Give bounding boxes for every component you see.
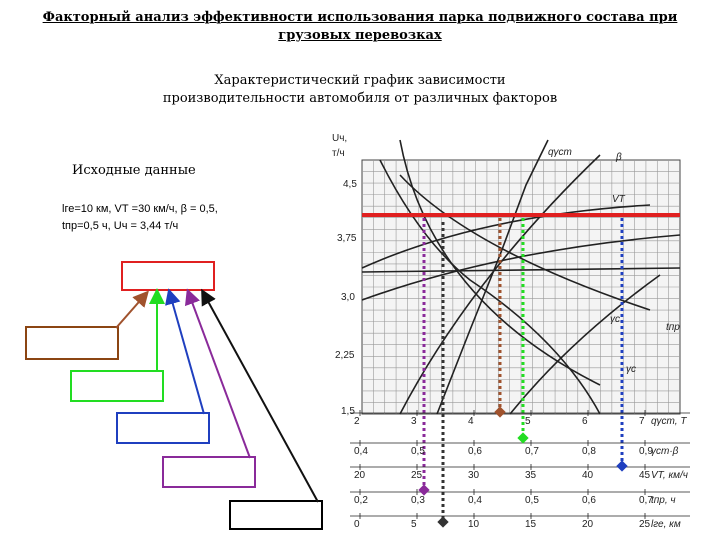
y-axis-label-line1: Uч, — [332, 133, 348, 144]
axis-tick-label: 15 — [525, 519, 537, 530]
arrow-idle-time — [189, 294, 250, 458]
curve-label: γс — [626, 364, 636, 375]
y-tick: 3,75 — [337, 233, 357, 244]
axis-tick-label: 0,6 — [468, 446, 482, 457]
axis-tick-label: 20 — [354, 470, 366, 481]
axis-tick-label: 40 — [582, 470, 594, 481]
arrow-speed — [170, 294, 204, 414]
axis-tick-label: 3 — [411, 416, 417, 427]
curve-label: γс — [610, 314, 620, 325]
arrow-capacity — [204, 294, 318, 502]
dot-blue — [616, 460, 627, 471]
axis-tick-label: 30 — [468, 470, 480, 481]
axis-tick-label: 0,7 — [639, 495, 653, 506]
axis-tick-label: 5 — [411, 519, 417, 530]
dot-purple — [418, 484, 429, 495]
axis-tick-label: 0,6 — [582, 495, 596, 506]
params-line2: tпр=0,5 ч, Uч = 3,44 т/ч — [62, 220, 179, 232]
axis-tick-label: 7 — [639, 416, 645, 427]
axis-tick-label: 0,5 — [411, 446, 425, 457]
axis-label: VТ, км/ч — [651, 470, 688, 481]
y-tick: 1,5 — [341, 406, 355, 417]
axis-tick-label: 0,2 — [354, 495, 368, 506]
axis-tick-label: 0,9 — [639, 446, 653, 457]
axis-label: tпр, ч — [651, 495, 676, 506]
dot-black — [437, 516, 448, 527]
arrow-distance — [116, 295, 145, 328]
dot-green — [517, 432, 528, 443]
axis-tick-label: 0,4 — [468, 495, 482, 506]
axis-tick-label: 0 — [354, 519, 360, 530]
y-tick: 2,25 — [335, 350, 355, 361]
y-axis-label-line2: т/ч — [332, 148, 345, 159]
axis-tick-label: 0,4 — [354, 446, 368, 457]
axis-tick-label: 4 — [468, 416, 474, 427]
page-title-line2: грузовых перевозках — [278, 28, 442, 43]
axis-label: lге, км — [651, 519, 681, 530]
axis-tick-label: 25 — [411, 470, 423, 481]
axis-tick-label: 2 — [354, 416, 360, 427]
subtitle-line1: Характеристический график зависимости — [214, 73, 506, 88]
axis-label: qγст, Т — [651, 416, 687, 427]
axis-label: γст·β — [651, 446, 679, 457]
axis-tick-label: 0,8 — [582, 446, 596, 457]
axis-tick-label: 20 — [582, 519, 594, 530]
axis-tick-label: 10 — [468, 519, 480, 530]
curve-label: β — [616, 152, 622, 163]
axis-tick-label: 25 — [639, 519, 651, 530]
axis-tick-label: 6 — [582, 416, 588, 427]
axis-tick-label: 0,7 — [525, 446, 539, 457]
axis-tick-label: 5 — [525, 416, 531, 427]
params-line1: lге=10 км, VТ =30 км/ч, β = 0,5, — [62, 203, 218, 215]
y-tick: 4,5 — [343, 179, 357, 190]
initial-data-label: Исходные данные — [72, 163, 196, 178]
axis-tick-label: 0,5 — [525, 495, 539, 506]
curve-label: VТ — [612, 194, 625, 205]
subtitle-line2: производительности автомобиля от различных факторов — [162, 91, 558, 106]
curve-label: tпр — [666, 322, 680, 333]
y-tick: 3,0 — [341, 292, 355, 303]
axis-tick-label: 35 — [525, 470, 537, 481]
curve-label: qγст — [548, 147, 572, 158]
bottom-axes — [350, 410, 690, 530]
page-title-line1: Факторный анализ эффективности использования парка подвижного состава при — [42, 10, 678, 25]
axis-tick-label: 0,3 — [411, 495, 425, 506]
axis-tick-label: 45 — [639, 470, 651, 481]
